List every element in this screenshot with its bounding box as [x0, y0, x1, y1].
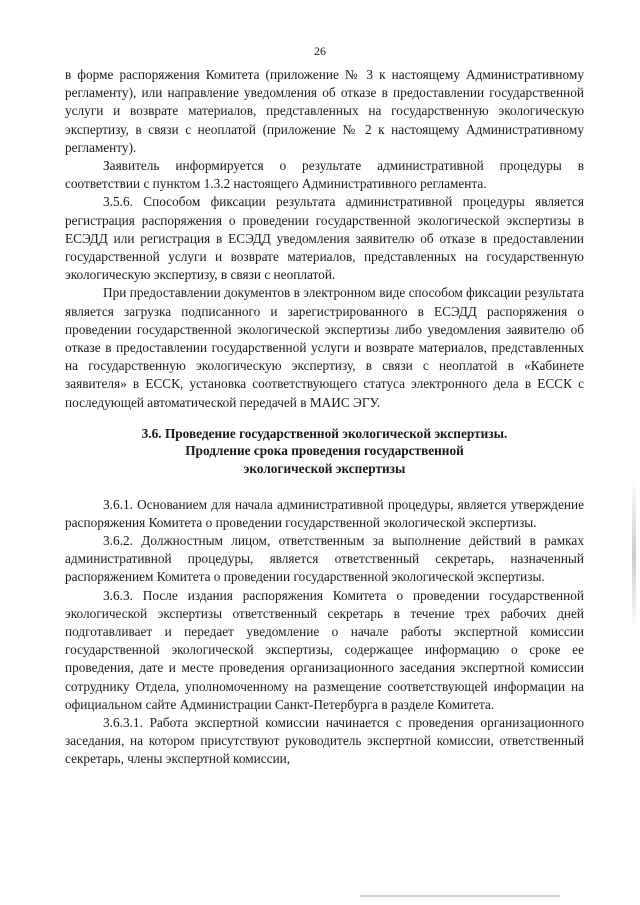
heading-line-3: экологической экспертизы: [243, 461, 406, 477]
paragraph-form-of-order: в форме распоряжения Комитета (приложение № 3 к настоящему Административному регламенту), или направление уведомления об отказе в предоставлении государственной услуги и возврате материалов, представленных на государственную экологическую экспертизу, в связи с неоплатой (приложение № 2 к настоящему Административному регламенту).: [65, 67, 584, 155]
page-number: 26: [314, 44, 326, 58]
paragraph-electronic-submission: При предоставлении документов в электронном виде способом фиксации результата является загрузка подписанного и зарегистрированного в ЕСЭДД распоряжения о проведении государственной экологической экспертизы либо уведомления заявителю об отказе в предоставлении государственной услуги и возврате материалов, представленных на государственную экологическую экспертизу, в связи с неоплатой в «Кабинете заявителя» в ЕССК, установка соответствующего статуса электронного дела в ЕССК с последующей автоматической передачей в МАИС ЭГУ.: [65, 285, 584, 410]
heading-line-2: Продление срока проведения государственной: [185, 443, 464, 459]
paragraph-3-5-6: 3.5.6. Способом фиксации результата административной процедуры является регистрация распоряжения о проведении государственной экологической экспертизы в ЕСЭДД или регистрация в ЕСЭДД уведомления заявителю об отказе в предоставлении государственной услуги и возврате материалов, представленных на государственную экологическую экспертизу, в связи с неоплатой.: [65, 194, 584, 283]
paragraph-3-6-1: 3.6.1. Основанием для начала административной процедуры, является утверждение распоряжения Комитета о проведении государственной экологической экспертизы.: [65, 496, 584, 530]
section-heading-3-6: [65, 425, 584, 478]
scan-edge-shadow: [632, 480, 636, 630]
heading-line-1: 3.6. Проведение государственной экологической экспертизы.: [141, 425, 508, 441]
paragraph-applicant-informed: Заявитель информируется о результате административной процедуры в соответствии с пунктом 1.3.2 настоящего Административного регламента.: [65, 158, 584, 192]
paragraph-3-6-2: 3.6.2. Должностным лицом, ответственным за выполнение действий в рамках административной процедуры, является ответственный секретарь, назначенный распоряжением Комитета о проведении государственной экологической экспертизы.: [65, 533, 584, 585]
paragraph-3-6-3-1: 3.6.3.1. Работа экспертной комиссии начинается с проведения организационного заседания, на котором присутствуют руководитель экспертной комиссии, ответственный секретарь, члены экспертной комиссии,: [65, 715, 584, 767]
document-body: [65, 66, 584, 769]
paragraph-3-6-3: 3.6.3. После издания распоряжения Комитета о проведении государственной экологической экспертизы ответственный секретарь в течение трех рабочих дней подготавливает и передает уведомление о начале работы экспертной комиссии государственной экологической экспертизы, содержащее информацию о сроке ее проведения, дате и месте проведения организационного заседания экспертной комиссии сотруднику Отдела, уполномоченному на размещение соответствующей информации на официальном сайте Администрации Санкт-Петербурга в разделе Комитета.: [65, 587, 584, 712]
scan-bottom-line: [360, 895, 560, 897]
